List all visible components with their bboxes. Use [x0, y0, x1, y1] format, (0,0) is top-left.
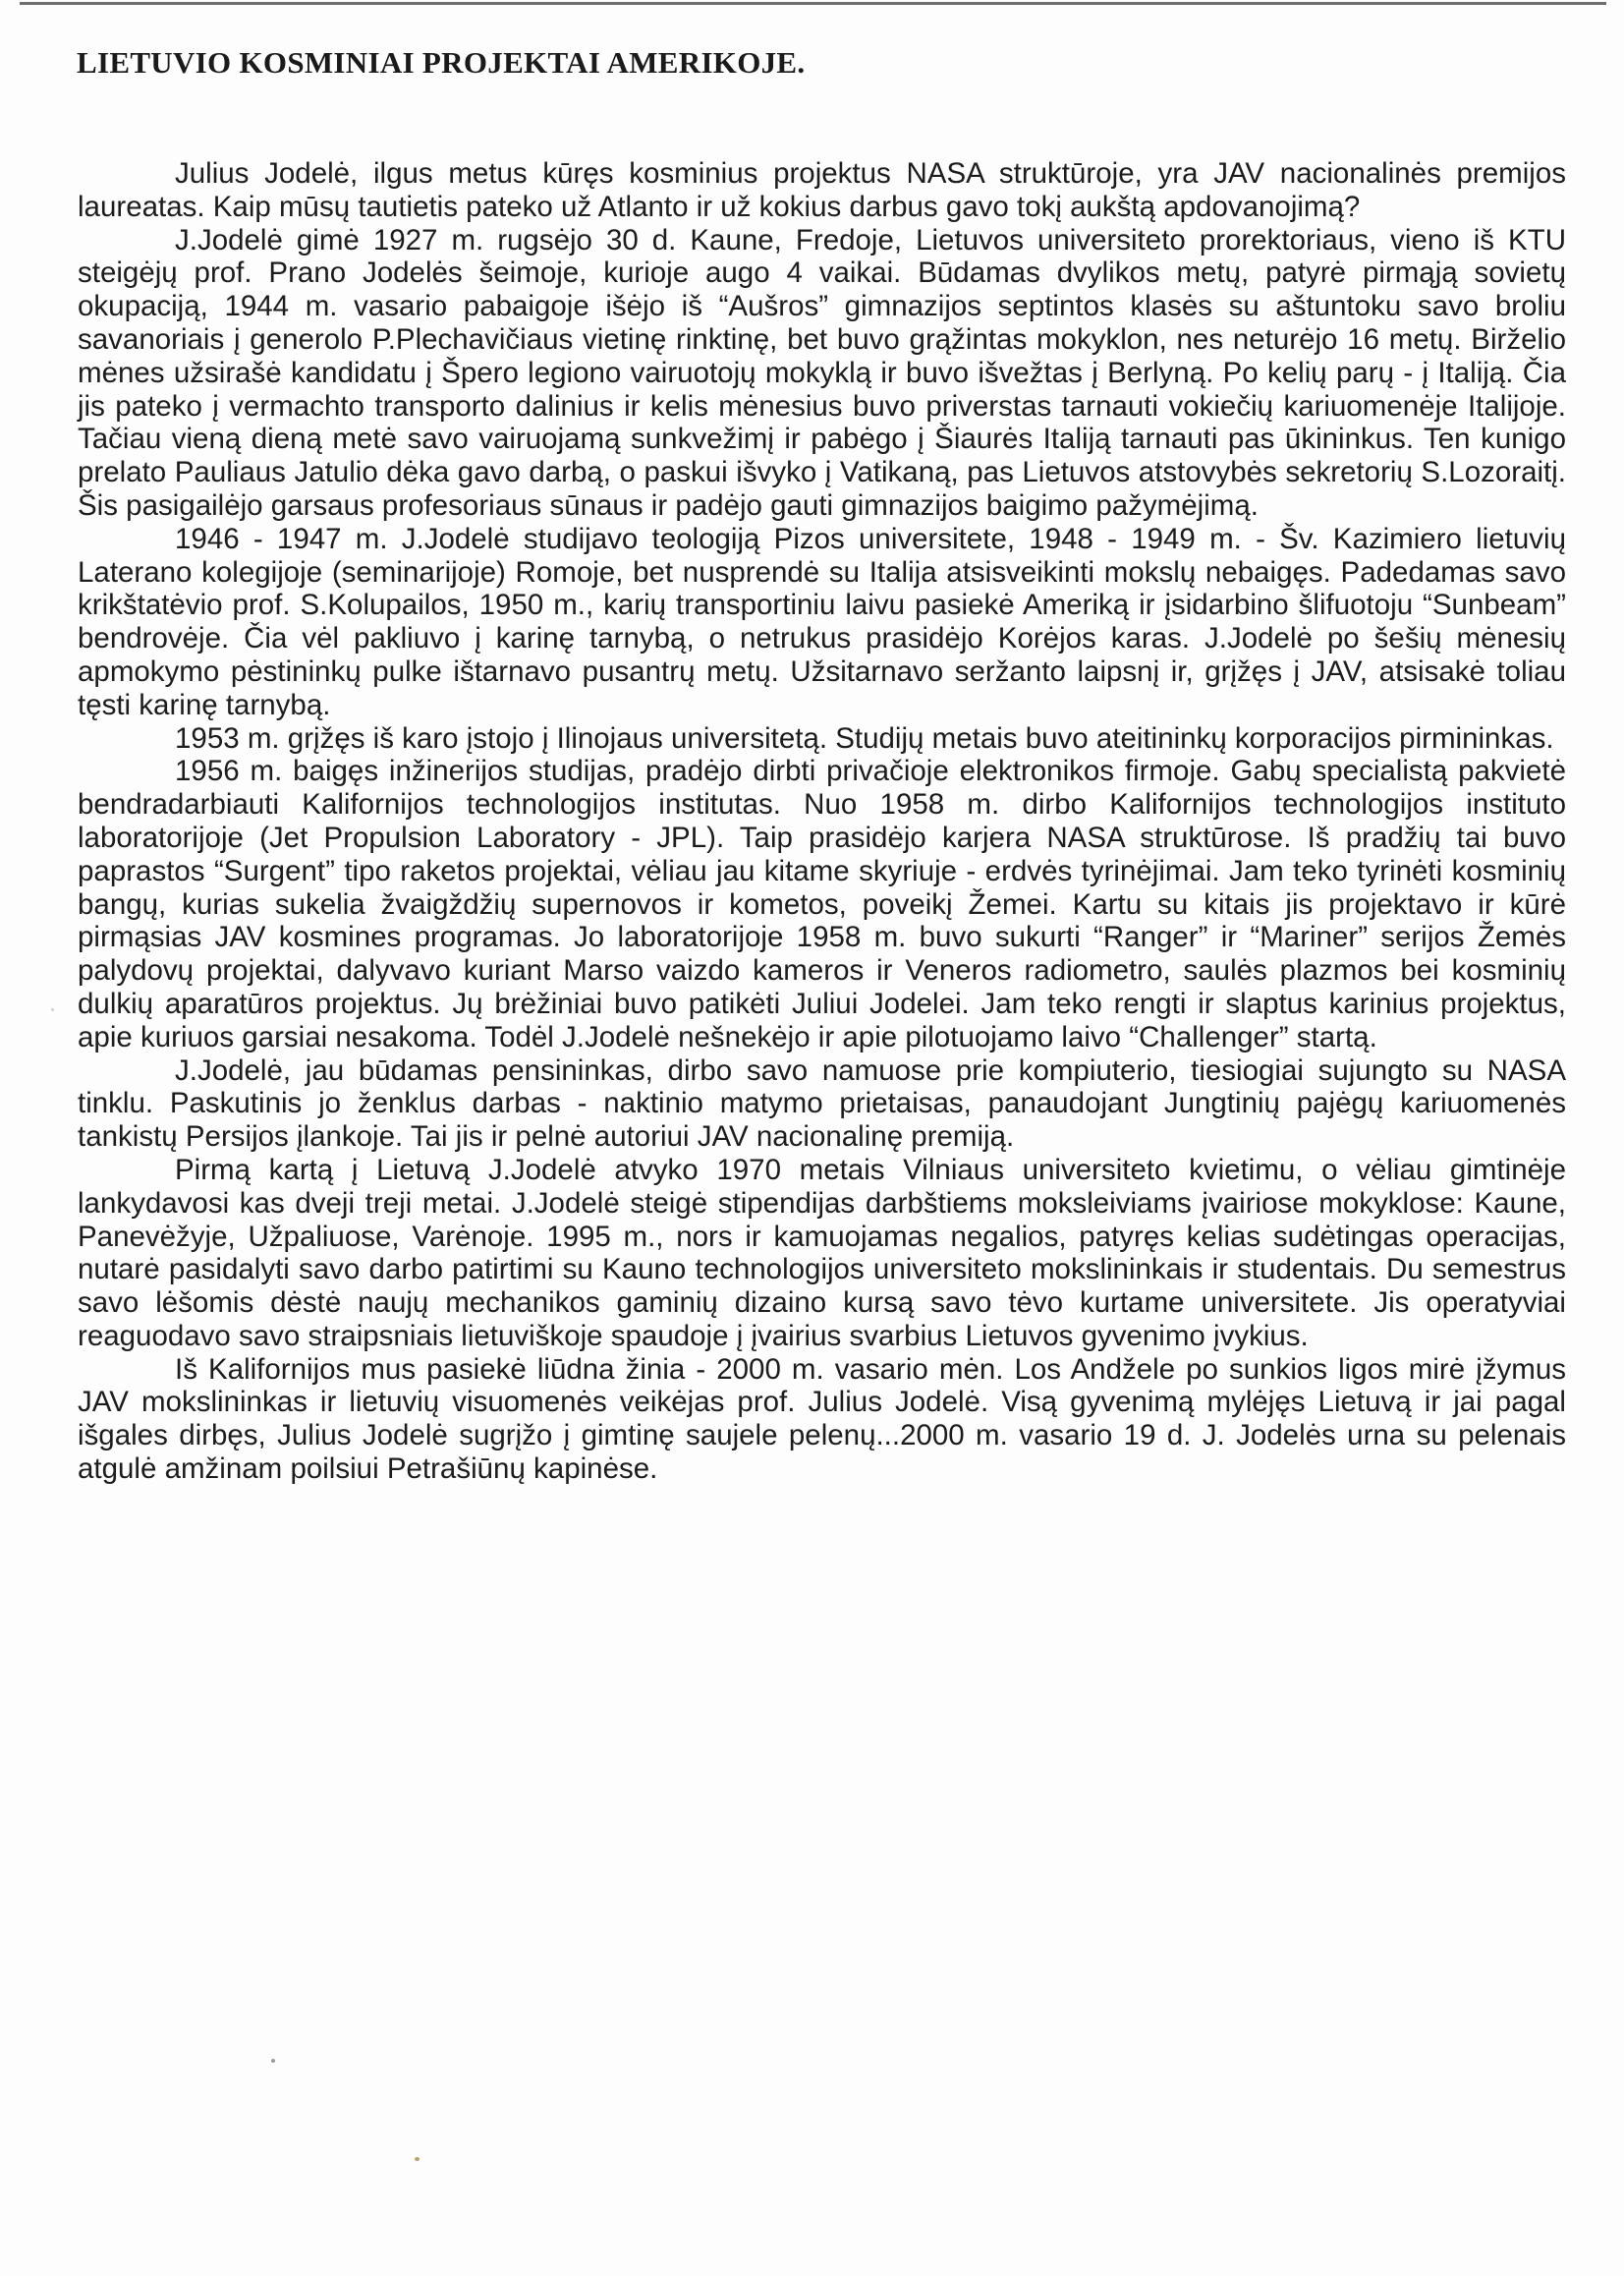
- scan-speck: [51, 1008, 54, 1011]
- paragraph-nasa-career: 1956 m. baigęs inžinerijos studijas, pradėjo dirbti privačioje elektronikos firmoje. Gabų specialistą pakvietė bendradarbiauti Kalifornijos technologijos institutas. Nuo 1958 m. dirbo Kalifornijos technologijos instituto laboratorijoje (Jet Propulsion Laboratory - JPL). Taip prasidėjo karjera NASA struktūrose. Iš pradžių tai buvo paprastos “Surgent” tipo raketos projektai, vėliau jau kitame skyriuje - erdvės tyrinėjimai. Jam teko tyrinėti kosminių bangų, kurias sukelia žvaigždžių supernovos ir kometos, poveikį Žemei. Kartu su kitais jis projektavo ir kūrė pirmąsias JAV kosmines programas. Jo laboratorijoje 1958 m. buvo sukurti “Ranger” ir “Mariner” serijos Žemės palydovų projektai, dalyvavo kuriant Marso vaizdo kameros ir Veneros radiometro, saulės plazmos bei kosminių dulkių aparatūros projektus. Jų brėžiniai buvo patikėti Juliui Jodelei. Jam teko rengti ir slaptus karinius projektus, apie kuriuos garsiai nesakoma. Todėl J.Jodelė nešnekėjo ir apie pilotuojamo laivo “Challenger” startą.: [78, 755, 1566, 1053]
- paragraph-obituary: Iš Kalifornijos mus pasiekė liūdna žinia - 2000 m. vasario mėn. Los Andžele po sunkios ligos mirė įžymus JAV mokslininkas ir lietuvių visuomenės veikėjas prof. Julius Jodelė. Visą gyvenimą mylėjęs Lietuvą ir jai pagal išgales dirbęs, Julius Jodelė sugrįžo į gimtinę saujele pelenų...2000 m. vasario 19 d. J. Jodelės urna su pelenais atgulė amžinam poilsiui Petrašiūnų kapinėse.: [78, 1352, 1566, 1486]
- paragraph-university: 1953 m. grįžęs iš karo įstojo į Ilinojaus universitetą. Studijų metais buvo ateitininkų korporacijos pirmininkas.: [175, 721, 1554, 755]
- document-title: LIETUVIO KOSMINIAI PROJEKTAI AMERIKOJE.: [77, 45, 806, 80]
- top-border-line: [20, 2, 1606, 5]
- paragraph-early-life: J.Jodelė gimė 1927 m. rugsėjo 30 d. Kaune, Fredoje, Lietuvos universiteto prorektoriaus, vieno iš KTU steigėjų prof. Prano Jodelės šeimoje, kurioje augo 4 vaikai. Būdamas dvylikos metų, patyrė pirmąją sovietų okupaciją, 1944 m. vasario pabaigoje išėjo iš “Aušros” gimnazijos septintos klasės su aštuntoku savo broliu savanoriais į generolo P.Plechavičiaus vietinę rinktinę, bet buvo grąžintas mokyklon, nes neturėjo 16 metų. Birželio mėnes užsirašė kandidatu į Špero legiono vairuotojų mokyklą ir buvo išvežtas į Berlyną. Po kelių parų - į Italiją. Čia jis pateko į vermachto transporto dalinius ir kelis mėnesius buvo priverstas tarnauti vokiečių kariuomenėje Italijoje. Tačiau vieną dieną metė savo vairuojamą sunkvežimį ir pabėgo į Šiaurės Italiją tarnauti pas ūkininkus. Ten kunigo prelato Pauliaus Jatulio dėka gavo darbą, o paskui išvyko į Vatikaną, pas Lietuvos atstovybės sekretorių S.Lozoraitį. Šis pasigailėjo garsaus profesoriaus sūnaus ir padėjo gauti gimnazijos baigimo pažymėjimą.: [78, 223, 1566, 522]
- paragraph-return-lithuania: Pirmą kartą į Lietuvą J.Jodelė atvyko 1970 metais Vilniaus universiteto kvietimu, o vėliau gimtinėje lankydavosi kas dveji treji metai. J.Jodelė steigė stipendijas darbštiems moksleiviams įvairiose mokyklose: Kaune, Panevėžyje, Užpaliuose, Varėnoje. 1995 m., nors ir kamuojamas negalios, patyręs kelias sudėtingas operacijas, nutarė pasidalyti savo darbo patirtimi su Kauno technologijos universiteto mokslininkais ir studentais. Du semestrus savo lėšomis dėstė naujų mechanikos gaminių dizaino kursą savo tėvo kurtame universitete. Jis operatyviai reaguodavo savo straipsniais lietuviškoje spaudoje į įvairius svarbius Lietuvos gyvenimo įvykius.: [78, 1153, 1566, 1352]
- paragraph-intro: Julius Jodelė, ilgus metus kūręs kosminius projektus NASA struktūroje, yra JAV nacionalinės premijos laureatas. Kaip mūsų tautietis pateko už Atlanto ir už kokius darbus gavo tokį aukštą apdovanojimą?: [78, 157, 1566, 223]
- scan-speck: [415, 2157, 420, 2161]
- paragraph-studies-emigration: 1946 - 1947 m. J.Jodelė studijavo teologiją Pizos universitete, 1948 - 1949 m. - Šv. Kazimiero lietuvių Laterano kolegijoje (seminarijoje) Romoje, bet nusprendė su Italija atsisveikinti mokslų nebaigęs. Padedamas savo krikštatėvio prof. S.Kolupailos, 1950 m., karių transportiniu laivu pasiekė Ameriką ir įsidarbino šlifuotoju “Sunbeam” bendrovėje. Čia vėl pakliuvo į karinę tarnybą, o netrukus prasidėjo Korėjos karas. J.Jodelė po šešių mėnesių apmokymo pėstininkų pulke ištarnavo pusantrų metų. Užsitarnavo seržanto laipsnį ir, grįžęs į JAV, atsisakė toliau tęsti karinę tarnybą.: [78, 522, 1566, 721]
- article-body: [78, 157, 1566, 1486]
- paragraph-retirement-work: J.Jodelė, jau būdamas pensininkas, dirbo savo namuose prie kompiuterio, tiesiogiai sujungto su NASA tinklu. Paskutinis jo ženklus darbas - naktinio matymo prietaisas, panaudojant Jungtinių pajėgų kariuomenės tankistų Persijos įlankoje. Tai jis ir pelnė autoriui JAV nacionalinę premiją.: [78, 1053, 1566, 1154]
- scan-speck: [271, 2059, 275, 2063]
